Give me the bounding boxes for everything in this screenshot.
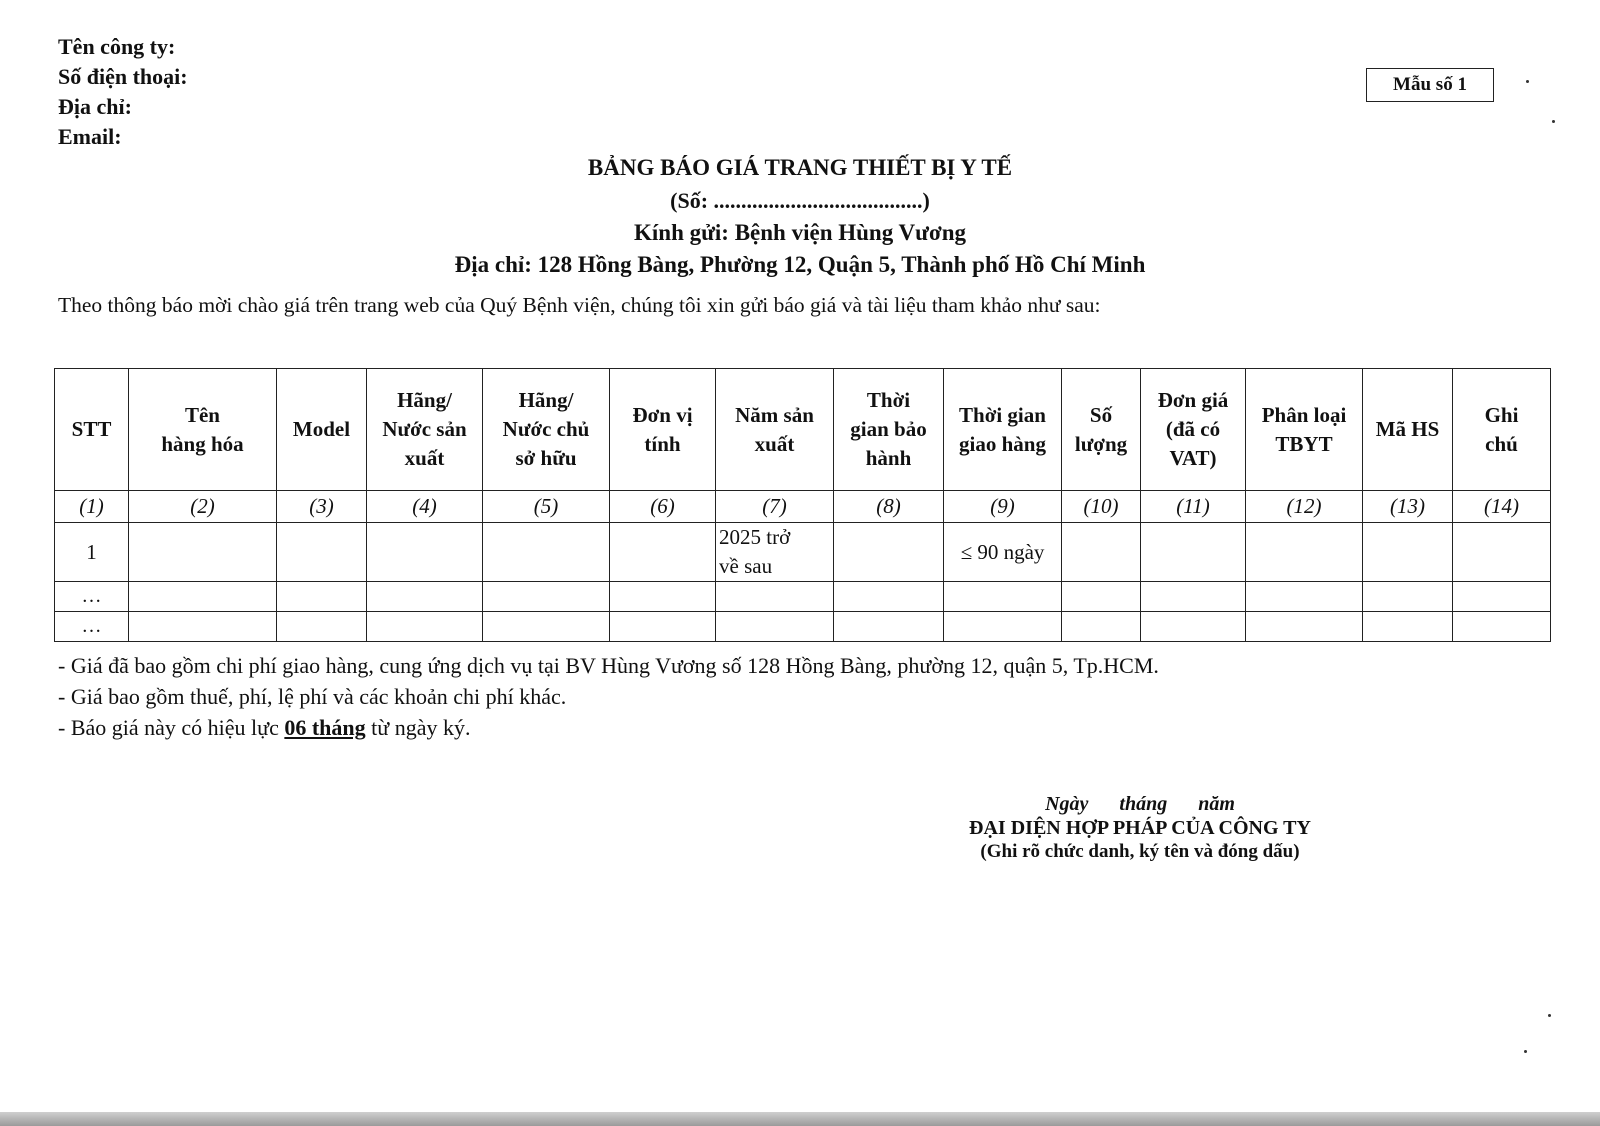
table-cell <box>1363 523 1453 582</box>
scan-speck <box>1524 1050 1527 1053</box>
delivery-cell: ≤ 90 ngày <box>944 523 1062 582</box>
col-header-warranty: Thời gian bảo hành <box>834 369 944 491</box>
col-header-manufacturer-country: Hãng/ Nước sản xuất <box>367 369 483 491</box>
col-header-model: Model <box>277 369 367 491</box>
table-cell <box>834 523 944 582</box>
company-info-block <box>58 32 188 152</box>
index-cell: (8) <box>834 491 944 523</box>
index-cell: (7) <box>716 491 834 523</box>
index-cell: (13) <box>1363 491 1453 523</box>
index-cell: (12) <box>1246 491 1363 523</box>
index-cell: (4) <box>367 491 483 523</box>
col-header-classification: Phân loại TBYT <box>1246 369 1363 491</box>
col-header-hs-code: Mã HS <box>1363 369 1453 491</box>
index-cell: (5) <box>483 491 610 523</box>
note-taxes: - Giá bao gồm thuế, phí, lệ phí và các khoản chi phí khác. <box>58 684 567 709</box>
index-cell: (6) <box>610 491 716 523</box>
col-header-year: Năm sản xuất <box>716 369 834 491</box>
stt-cell: 1 <box>55 523 129 582</box>
table-cell <box>1453 523 1551 582</box>
company-email-label: Email: <box>58 124 122 149</box>
company-address-label: Địa chỉ: <box>58 94 132 119</box>
col-header-delivery-time: Thời gian giao hàng <box>944 369 1062 491</box>
ellipsis-cell: … <box>55 582 129 612</box>
col-header-note: Ghi chú <box>1453 369 1551 491</box>
note-validity: - Báo giá này có hiệu lực 06 tháng từ ngày ký. <box>58 715 471 740</box>
table-cell <box>1246 523 1363 582</box>
col-header-stt: STT <box>55 369 129 491</box>
quotation-table <box>54 368 1551 642</box>
document-title: BẢNG BÁO GIÁ TRANG THIẾT BỊ Y TẾ <box>587 155 1013 180</box>
table-row <box>55 523 1551 582</box>
representative-title: ĐẠI DIỆN HỢP PHÁP CỦA CÔNG TY <box>969 817 1311 839</box>
table-cell <box>1141 523 1246 582</box>
year-cell: 2025 trở về sau <box>716 523 834 582</box>
recipient-address: Địa chỉ: 128 Hồng Bàng, Phường 12, Quận 5, Thành phố Hồ Chí Minh <box>454 252 1146 277</box>
terms-notes <box>58 650 1159 743</box>
signature-block <box>940 792 1340 864</box>
scan-speck <box>1548 1014 1551 1017</box>
index-cell: (11) <box>1141 491 1246 523</box>
form-number-box: Mẫu số 1 <box>1366 68 1494 102</box>
index-cell: (9) <box>944 491 1062 523</box>
index-cell: (14) <box>1453 491 1551 523</box>
note-delivery: - Giá đã bao gồm chi phí giao hàng, cung ứng dịch vụ tại BV Hùng Vương số 128 Hồng Bàng, phường 12, quận 5, Tp.HCM. <box>58 653 1159 678</box>
index-cell: (3) <box>277 491 367 523</box>
index-cell: (2) <box>129 491 277 523</box>
table-cell <box>1062 523 1141 582</box>
scan-edge <box>0 1112 1600 1126</box>
recipient-line: Kính gửi: Bệnh viện Hùng Vương <box>634 220 966 245</box>
col-header-owner-country: Hãng/ Nước chủ sở hữu <box>483 369 610 491</box>
table-cell <box>483 523 610 582</box>
table-cell <box>277 523 367 582</box>
table-cell <box>367 523 483 582</box>
validity-period: 06 tháng <box>284 715 366 740</box>
col-header-unit: Đơn vị tính <box>610 369 716 491</box>
document-number: (Số: ......................................) <box>670 188 930 213</box>
table-cell <box>610 523 716 582</box>
scan-speck <box>1526 80 1529 83</box>
company-name-label: Tên công ty: <box>58 34 176 59</box>
intro-paragraph: Theo thông báo mời chào giá trên trang web của Quý Bệnh viện, chúng tôi xin gửi báo giá và tài liệu tham khảo như sau: <box>58 293 1101 317</box>
col-header-product-name: Tên hàng hóa <box>129 369 277 491</box>
index-cell: (1) <box>55 491 129 523</box>
table-header-row <box>55 369 1551 491</box>
table-row <box>55 612 1551 642</box>
index-cell: (10) <box>1062 491 1141 523</box>
table-index-row <box>55 491 1551 523</box>
table-cell <box>129 523 277 582</box>
table-row <box>55 582 1551 612</box>
company-phone-label: Số điện thoại: <box>58 64 188 89</box>
col-header-quantity: Số lượng <box>1062 369 1141 491</box>
ellipsis-cell: … <box>55 612 129 642</box>
date-line: Ngày tháng năm <box>1045 793 1235 815</box>
signature-instruction: (Ghi rõ chức danh, ký tên và đóng dấu) <box>980 841 1300 862</box>
scan-speck <box>1552 120 1555 123</box>
col-header-unit-price: Đơn giá (đã có VAT) <box>1141 369 1246 491</box>
